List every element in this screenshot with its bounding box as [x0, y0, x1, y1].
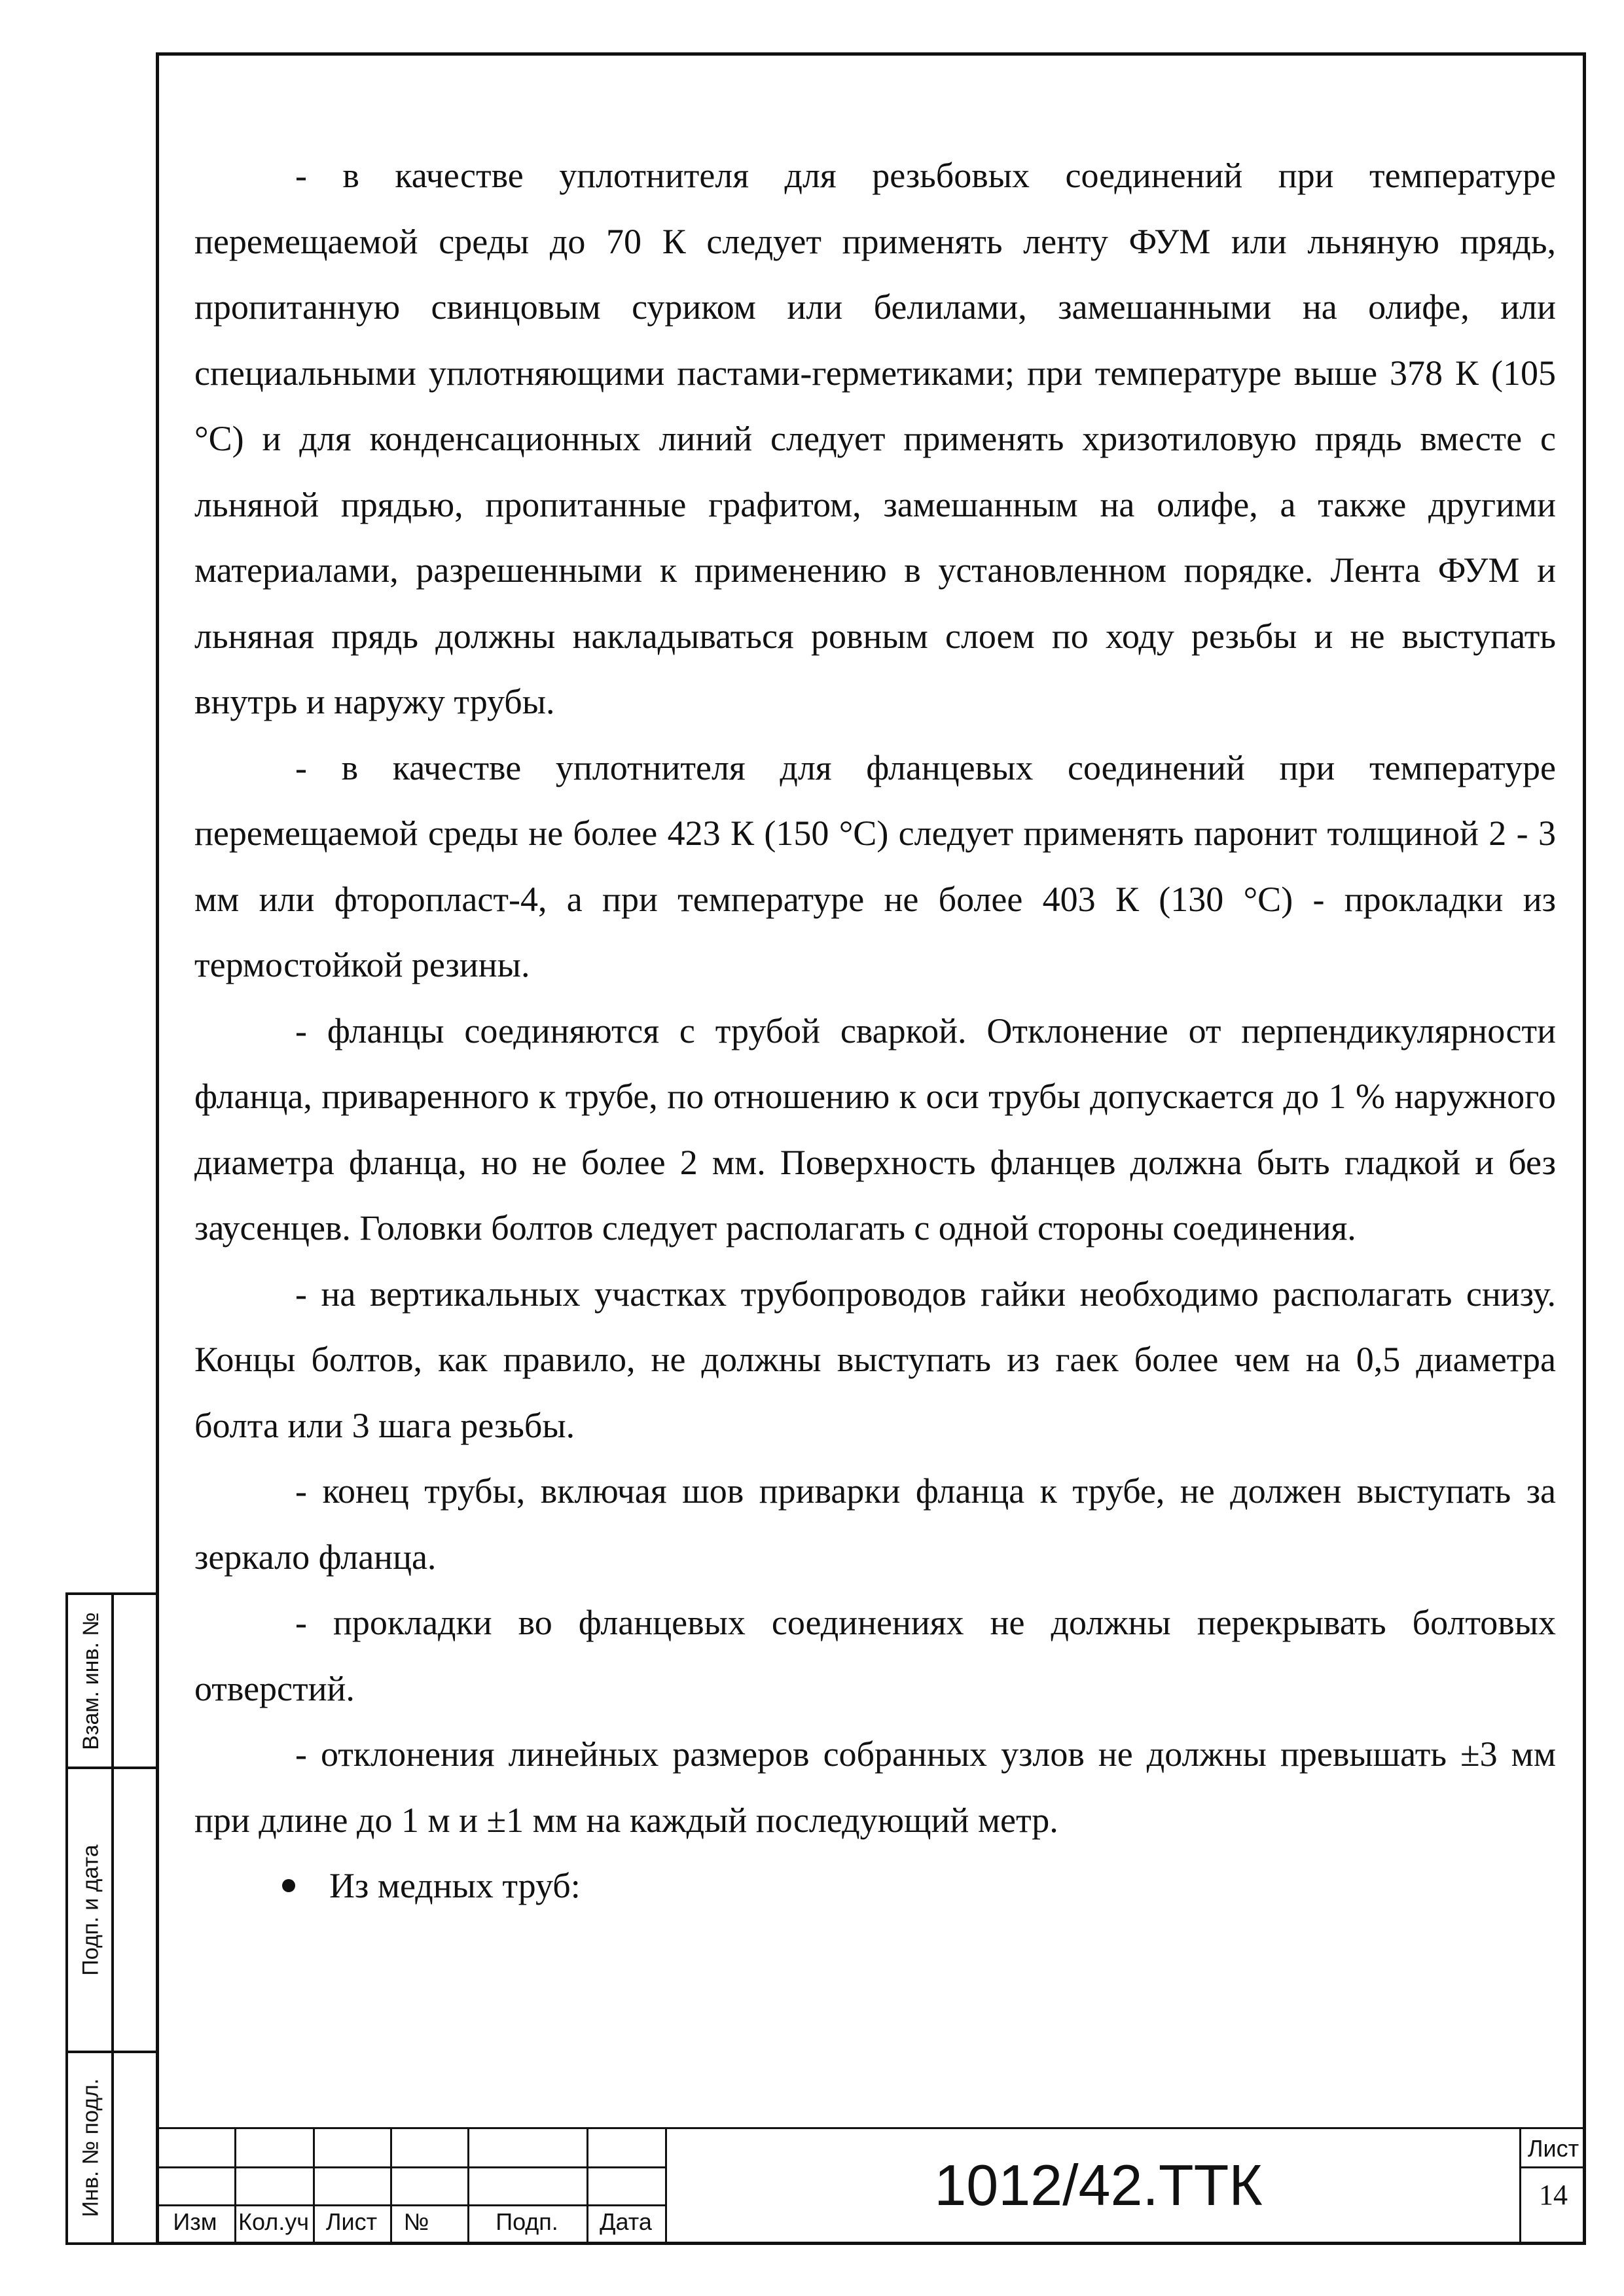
bullet-item: [282, 1853, 1556, 1919]
paragraph-thread-sealant: - в качестве уплотнителя для резьбовых соединений при температуре перемещаемой среды до 70 К следует применять ленту ФУМ или льняную прядь, пропитанную свинцовым суриком или белилами, замешанными на олифе, или специальными уплотняющими пастами-герметиками; при температуре выше 378 К (105 °С) и для конденсационных линий следует применять хризотиловую прядь вместе с льняной прядью, пропитанные графитом, замешанным на олифе, а также другими материалами, разрешенными к применению в установленном порядке. Лента ФУМ и льняная прядь должны накладываться ровным слоем по ходу резьбы и не выступать внутрь и наружу трубы.: [194, 156, 1556, 721]
paragraph-gaskets: - прокладки во фланцевых соединениях не должны перекрывать болтовых отверстий.: [194, 1603, 1556, 1708]
paragraph-tolerances: - отклонения линейных размеров собранных узлов не должны превышать ±3 мм при длине до 1 м и ±1 мм на каждый последующий метр.: [194, 1734, 1556, 1840]
title-block-row-line: [156, 2204, 666, 2206]
paragraph-flange-sealant: - в качестве уплотнителя для фланцевых соединений при температуре перемещаемой среды не более 423 К (150 °С) следует применять паронит толщиной 2 - 3 мм или фторопласт-4, а при температуре не более 403 К (130 °С) - прокладки из термостойкой резины.: [194, 747, 1556, 984]
side-label-vzam-inv: Взам. инв. №: [78, 1611, 103, 1750]
side-stamp-strip: [65, 1592, 156, 2245]
column-data: Дата: [600, 2208, 652, 2235]
column-izm: Изм: [173, 2208, 217, 2235]
bullet-item-text: Из медных труб:: [329, 1866, 581, 1905]
column-podp: Подп.: [496, 2208, 558, 2235]
title-block-top-line: [156, 2127, 1586, 2129]
bullet-dot-icon: [282, 1879, 295, 1892]
sheet-cell-line: [1521, 2166, 1586, 2168]
column-number: №: [403, 2208, 429, 2235]
sheet-label: Лист: [1527, 2135, 1579, 2162]
paragraph-vertical-nuts: - на вертикальных участках трубопроводов гайки необходимо располагать снизу. Концы болтов, как правило, не должны выступать из гаек более чем на 0,5 диаметра болта или 3 шага резьбы.: [194, 1274, 1556, 1445]
paragraph-pipe-end: - конец трубы, включая шов приварки фланца к трубе, не должен выступать за зеркало фланца.: [194, 1471, 1556, 1577]
column-list: Лист: [325, 2208, 378, 2235]
side-label-inv-podl: Инв. № подл.: [78, 2078, 103, 2217]
sheet-number: 14: [1539, 2179, 1568, 2211]
title-block: [156, 2127, 1586, 2245]
document-body: [194, 143, 1556, 1919]
document-code: 1012/42.ТТК: [934, 2153, 1263, 2217]
side-label-podp-data: Подп. и дата: [78, 1844, 103, 1976]
column-kol-uch: Кол.уч: [238, 2208, 309, 2235]
paragraph-flange-welding: - фланцы соединяются с трубой сваркой. Отклонение от перпендикулярности фланца, приваренного к трубе, по отношению к оси трубы допускается до 1 % наружного диаметра фланца, но не более 2 мм. Поверхность фланцев должна быть гладкой и без заусенцев. Головки болтов следует располагать с одной стороны соединения.: [194, 1011, 1556, 1247]
title-block-row-line: [156, 2166, 666, 2168]
